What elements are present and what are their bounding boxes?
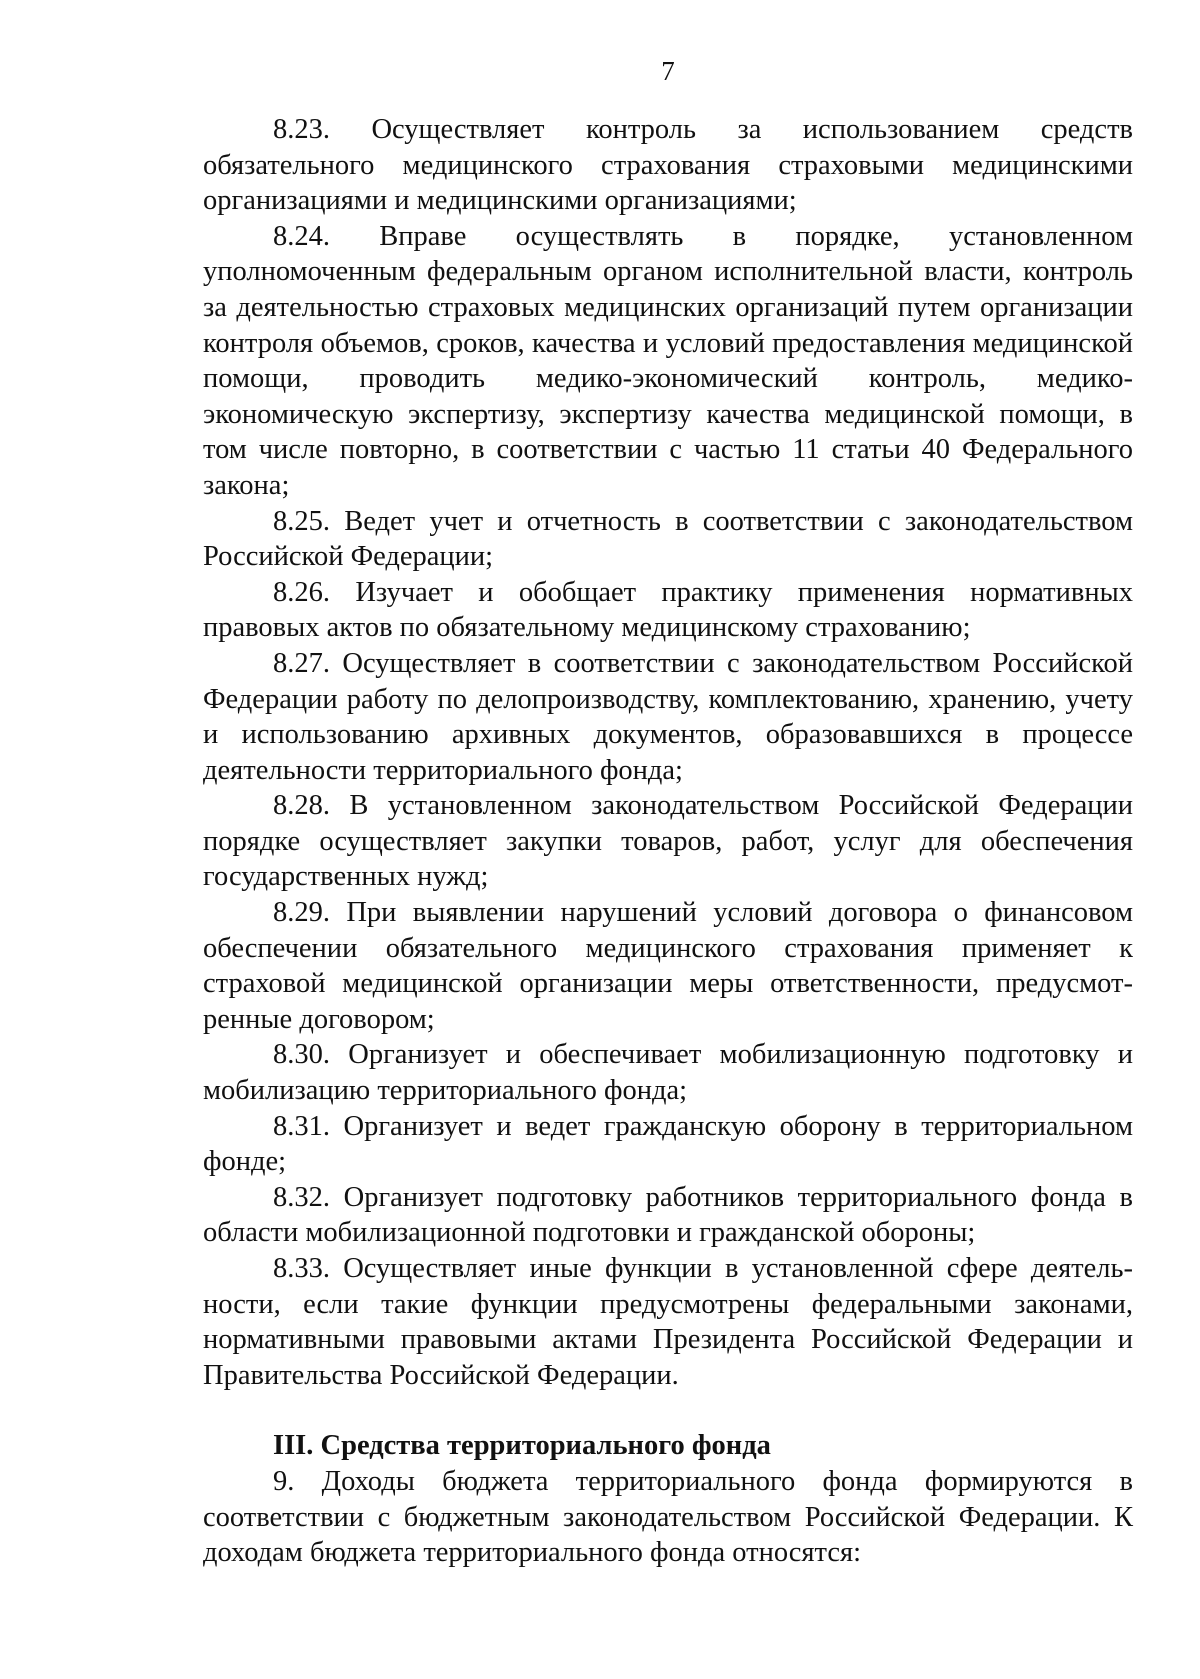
paragraph-8-27: 8.27. Осуществляет в соответствии с законодательством Российской Федерации работу по делопроизводству, комплектованию, хранению, учету и использованию архивных документов, образовавшихся в процессе деятельности территориального фонда;: [203, 647, 1133, 786]
paragraph-8-29: 8.29. При выявлении нарушений условий договора о финансовом обеспечении обязательного медицинского страхования применяет к страховой медицинской организации меры ответственности, предусмотренные договором;: [203, 897, 1133, 1035]
paragraph-8-26: 8.26. Изучает и обобщает практику применения нормативных правовых актов по обязательному медицинскому страхованию;: [203, 576, 1133, 644]
paragraph-8-25: 8.25. Ведет учет и отчетность в соответствии с законодательством Российской Федерации;: [203, 505, 1133, 573]
paragraph-9: 9. Доходы бюджета территориального фонда формируются в соответствии с бюджетным законодательством Российской Федерации. К доходам бюджета территориального фонда относятся:: [203, 1465, 1133, 1569]
paragraph-8-28: 8.28. В установленном законодательством Российской Федерации порядке осуществляет закупки товаров, работ, услуг для обеспечения государственных нужд;: [203, 790, 1133, 893]
paragraph-8-32: 8.32. Организует подготовку работников территориального фонда в области мобилизационной подготовки и гражданской обороны;: [203, 1181, 1133, 1249]
document-body: [203, 112, 1133, 1571]
page-number: 7: [661, 56, 675, 86]
paragraph-8-23: 8.23. Осуществляет контроль за использованием средств обязательного медицинского страхования страховыми медицинскими организациями и медицинскими организациями;: [203, 114, 1133, 217]
paragraph-8-31: 8.31. Организует и ведет гражданскую оборону в территориальном фонде;: [203, 1110, 1133, 1178]
paragraph-8-24: 8.24. Вправе осуществлять в порядке, установленном уполномоченным федеральным органом исполнительной власти, контроль за деятельностью страховых медицинских организаций путем организации контроля объемов, сроков, качества и условий предоставления медицинской помощи, проводить медико-экономический контроль, медико-экономическую экспертизу, экспертизу качества медицинской помощи, в том числе повторно, в соответствии с частью 11 статьи 40 Федерального закона;: [203, 220, 1133, 501]
paragraph-8-33: 8.33. Осуществляет иные функции в установленной сфере деятельности, если такие функции предусмотрены федеральными законами, нормативными правовыми актами Президента Российской Федерации и Правительства Российской Федерации.: [203, 1253, 1133, 1391]
paragraph-8-30: 8.30. Организует и обеспечивает мобилизационную подготовку и мобилизацию территориального фонда;: [203, 1039, 1133, 1107]
section-heading: III. Средства территориального фонда: [273, 1430, 771, 1462]
